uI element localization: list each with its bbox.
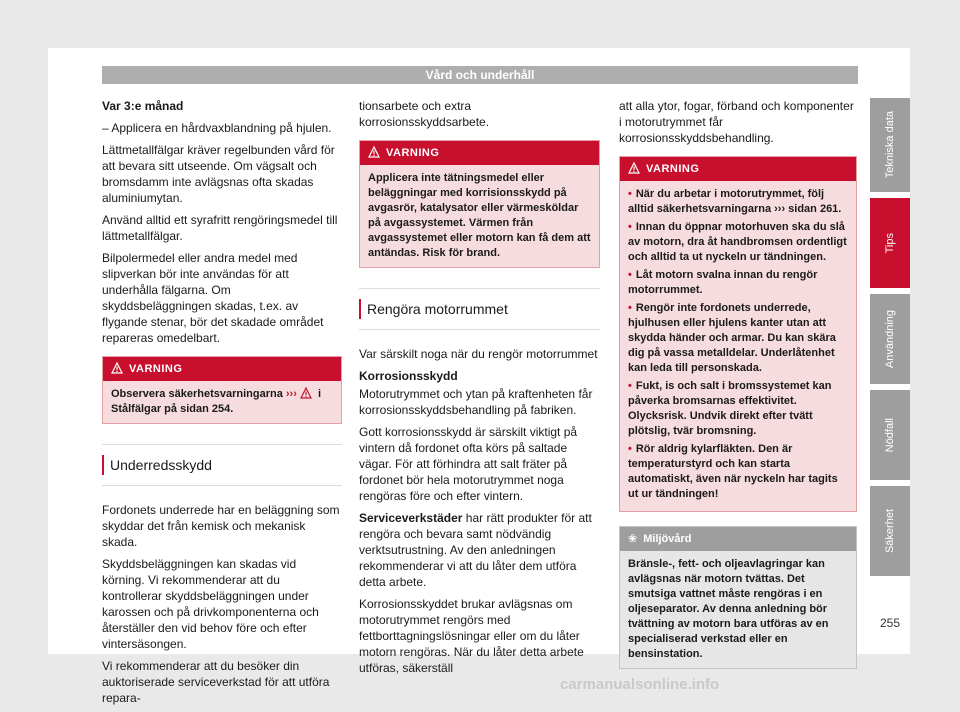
tab-nodfall[interactable] bbox=[870, 390, 910, 480]
warning-bullet bbox=[628, 379, 848, 439]
warning-header bbox=[620, 157, 856, 181]
warning-header bbox=[103, 357, 341, 381]
paragraph: att alla ytor, fogar, förband och komponenter i motorutrymmet får korrosionsskyddsbehandling. bbox=[619, 99, 854, 145]
month-title: Var 3:e månad bbox=[102, 99, 184, 113]
bullet-icon: • bbox=[628, 302, 632, 314]
column-2 bbox=[359, 98, 600, 682]
warning-label: VARNING bbox=[386, 147, 440, 159]
bullet-text: Fukt, is och salt i bromssystemet kan påverka bromsarnas effektivitet. Olycksrisk. Undvik direkt efter tvätt plötslig, tvär bromsning. bbox=[628, 380, 832, 437]
sidebar-tabs bbox=[870, 98, 910, 582]
column-1 bbox=[102, 98, 342, 712]
tab-tips[interactable] bbox=[870, 198, 910, 288]
paragraph: Korrosionsskyddet brukar avlägsnas om motorutrymmet rengörs med fettborttagningslösningar eller om du låter motorn rengöras. När du låter detta arbete utföras, säkerställ bbox=[359, 597, 584, 675]
bullet-icon: • bbox=[628, 269, 632, 281]
paragraph: Gott korrosionsskydd är särskilt viktigt på vintern då fordonet ofta körs på saltade vägar. För att förhindra att salt fräter på fordonet bör hela motorutrymmet noga rengöras före och efter vintern. bbox=[359, 425, 578, 503]
warning-body bbox=[620, 181, 856, 511]
paragraph-text: har rätt produkter för att rengöra och bevara samt nödvändig verktsutrustning. Av den anledningen rekommenderar vi att du låter dem utföra detta arbete. bbox=[359, 511, 592, 589]
environment-box bbox=[619, 526, 857, 669]
environment-body: Bränsle-, fett- och oljeavlagringar kan avlägsnas när motorn tvättas. Det smutsiga vattnet måste rengöras i en oljeseparator. Av denna anledning bör tvättning av motorn bara utföras av en specialiserad verkstad eller en bensinstation. bbox=[620, 551, 856, 668]
paragraph: Använd alltid ett syrafritt rengöringsmedel till lättmetallfälgar. bbox=[102, 213, 338, 243]
warning-text: Observera säkerhetsvarningarna bbox=[111, 388, 283, 400]
column-3 bbox=[619, 98, 857, 669]
bullet-icon: • bbox=[628, 188, 632, 200]
warning-box bbox=[102, 356, 342, 424]
bullet-text: Innan du öppnar motorhuven ska du slå av motorn, dra åt handbromsen ordentligt och alltid ta ut nyckeln ur tändningen. bbox=[628, 221, 847, 263]
tab-tekniska-data[interactable] bbox=[870, 98, 910, 192]
paragraph: tionsarbete och extra korrosionsskyddsarbete. bbox=[359, 99, 490, 129]
bullet-icon: • bbox=[628, 380, 632, 392]
section-title: Rengöra motorrummet bbox=[359, 288, 600, 330]
warning-bullet bbox=[628, 268, 848, 298]
paragraph bbox=[359, 510, 600, 590]
warning-body: Applicera inte tätningsmedel eller beläggningar med korrisionsskydd på avgasrör, katalysator eller värmesköldar på avgassystemet. Värmen från avgassystemet eller motorn kan få dem att antändas. Risk för brand. bbox=[360, 165, 599, 267]
tab-label: Tips bbox=[884, 232, 896, 254]
warning-bullet bbox=[628, 220, 848, 265]
warning-bullet bbox=[628, 187, 848, 217]
paragraph: Skyddsbeläggningen kan skadas vid körning. Vi rekommenderar att du kontrollerar skyddsbeläggningen under karossen och på drivkomponenterna och återställer den vid behov före och efter vintersäsongen. bbox=[102, 557, 319, 651]
paragraph: Lättmetallfälgar kräver regelbunden vård för att bevara sitt utseende. Om vägsalt och bromsdamm inte avlägsnas ofta skadas aluminiumytan. bbox=[102, 143, 335, 205]
environment-label: Miljövård bbox=[643, 533, 692, 545]
warning-bullet bbox=[628, 301, 848, 376]
leaf-icon: ❀ bbox=[628, 533, 638, 545]
tab-label: Nödfall bbox=[884, 417, 896, 453]
paragraph: Bilpolermedel eller andra medel med slipverkan bör inte användas för att underhålla fälgarna. Om skyddsbeläggningen skadas, t.ex. av flygande stenar, bör det skadade området repareras omedelbart. bbox=[102, 251, 324, 345]
warning-icon bbox=[368, 146, 380, 158]
bullet-text: Rengör inte fordonets underrede, hjulhusen eller hjulens kanter utan att skydda händer och armar. Du kan skära dig på vassa metalldelar. Underlåtenhet kan leda till personskada. bbox=[628, 302, 836, 374]
bold-term: Serviceverkstäder bbox=[359, 511, 463, 525]
warning-box bbox=[359, 140, 600, 268]
tab-sakerhet[interactable] bbox=[870, 486, 910, 576]
bullet-text: Rör aldrig kylarfläkten. Den är temperaturstyrd och kan starta automatiskt, även när nyckeln har tagits ut ur tändningen! bbox=[628, 443, 838, 500]
page-header: Vård och underhåll bbox=[102, 66, 858, 84]
paragraph: Fordonets underrede har en beläggning som skyddar det från kemisk och mekanisk skada. bbox=[102, 503, 340, 549]
bullet-text: När du arbetar i motorutrymmet, följ alltid säkerhetsvarningarna ››› sidan 261. bbox=[628, 188, 842, 215]
paragraph: Var särskilt noga när du rengör motorrummet bbox=[359, 347, 598, 361]
warning-icon bbox=[628, 162, 640, 174]
month-item: – Applicera en hårdvaxblandning på hjulen. bbox=[102, 121, 332, 135]
tab-label: Säkerhet bbox=[884, 508, 896, 554]
warning-icon bbox=[300, 387, 312, 399]
warning-body bbox=[103, 381, 341, 423]
warning-label: VARNING bbox=[129, 363, 183, 375]
warning-box bbox=[619, 156, 857, 512]
bullet-icon: • bbox=[628, 221, 632, 233]
tab-label: Tekniska data bbox=[884, 111, 896, 179]
paragraph: Vi rekommenderar att du besöker din auktoriserade serviceverkstad för att utföra repara- bbox=[102, 659, 330, 705]
environment-header bbox=[620, 527, 856, 551]
warning-icon bbox=[111, 362, 123, 374]
bullet-icon: • bbox=[628, 443, 632, 455]
warning-header bbox=[360, 141, 599, 165]
section-title: Underredsskydd bbox=[102, 444, 342, 486]
warning-link-text: i Stålfälgar på sidan 254. bbox=[111, 388, 322, 415]
warning-bullet bbox=[628, 442, 848, 502]
watermark: carmanualsonline.info bbox=[560, 676, 720, 693]
tab-label: Användning bbox=[884, 309, 896, 369]
warning-link[interactable]: ››› bbox=[285, 388, 297, 400]
warning-label: VARNING bbox=[646, 163, 700, 175]
bullet-text: Låt motorn svalna innan du rengör motorrummet. bbox=[628, 269, 818, 296]
subheading: Korrosionsskydd bbox=[359, 369, 458, 383]
page-number: 255 bbox=[880, 616, 901, 630]
paragraph: Motorutrymmet och ytan på kraftenheten får korrosionsskyddsbehandling på fabriken. bbox=[359, 387, 593, 417]
tab-anvandning[interactable] bbox=[870, 294, 910, 384]
